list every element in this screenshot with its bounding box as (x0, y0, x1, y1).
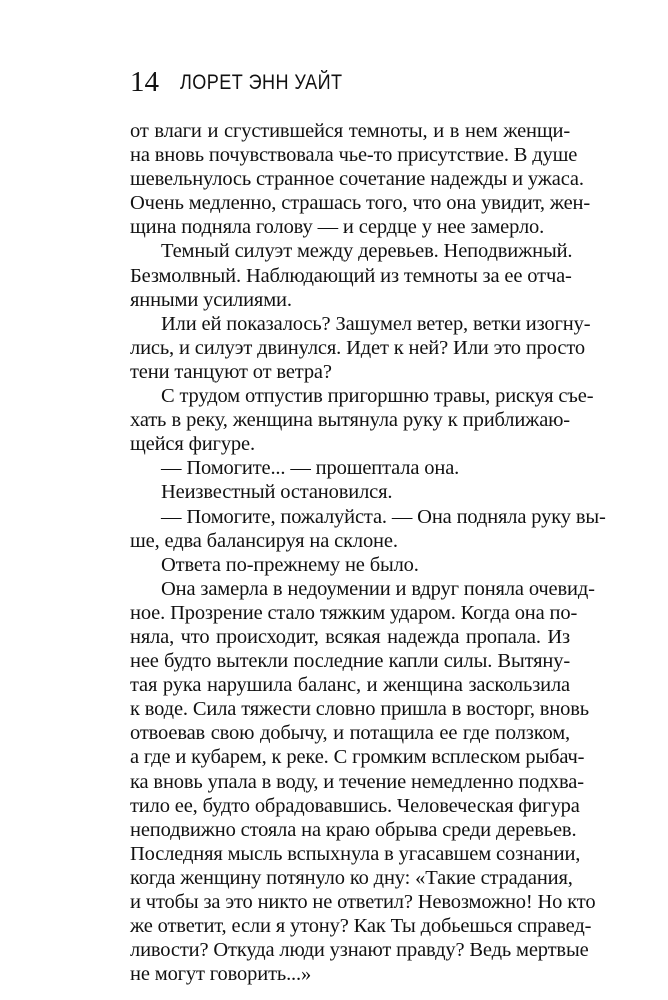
text-line: же ответит, если я утону? Как Ты добьешься справед- (130, 915, 592, 938)
text-line: тая рука нарушила баланс, и женщина заскользила (130, 674, 570, 697)
text-line: от влаги и сгустившейся темноты, и в нем женщи- (130, 120, 570, 142)
page-number: 14 (130, 66, 159, 98)
text-line: няла, что происходит, всякая надежда пропала. Из (130, 625, 570, 648)
text-line: Темный силуэт между деревьев. Неподвижный. (161, 240, 573, 263)
text-line: Она замерла в недоумении и вдруг поняла очевид- (161, 577, 595, 600)
text-line: и чтобы за это никто не ответил? Невозможно! Но кто (130, 891, 596, 913)
text-line: Ответа по-прежнему не было. (161, 553, 419, 576)
text-line: на вновь почувствовала чье-то присутствие. В душе (130, 144, 578, 167)
text-line: Безмолвный. Наблюдающий из темноты за ее отча- (130, 264, 572, 287)
text-line: неподвижно стояла на краю обрыва среди деревьев. (130, 818, 577, 841)
text-line: Последняя мысль вспыхнула в угасавшем сознании, (130, 842, 581, 865)
text-line: отвоевав свою добычу, и потащила ее где ползком, (130, 722, 570, 745)
text-line: щина подняла голову — и сердце у нее замерло. (130, 216, 545, 239)
text-line: Или ей показалось? Зашумел ветер, ветки изогну- (161, 312, 591, 335)
text-line: — Помогите, пожалуйста. — Она подняла руку вы- (161, 505, 606, 528)
text-line: янными усилиями. (130, 288, 292, 311)
text-line: лись, и силуэт двинулся. Идет к ней? Или это просто (130, 336, 585, 359)
text-line: Неизвестный остановился. (161, 481, 393, 504)
text-line: ка вновь упала в воду, и течение немедленно подхва- (130, 770, 584, 793)
page-header (130, 62, 570, 106)
body-text (130, 119, 606, 986)
text-line: С трудом отпустив пригоршню травы, рискуя съе- (161, 385, 594, 408)
text-line: когда женщину потянуло ко дну: «Такие страдания, (130, 866, 573, 889)
text-line: ливости? Откуда люди узнают правду? Ведь мертвые (130, 939, 589, 962)
text-line: хать в реку, женщина вытянула руку к приближаю- (130, 409, 570, 432)
text-line: — Помогите... — прошептала она. (161, 457, 460, 480)
text-line: а где и кубарем, к реке. С громким всплеском рыбач- (130, 746, 585, 769)
text-line: тени танцуют от ветра? (130, 360, 332, 383)
text-line: ше, едва балансируя на склоне. (130, 529, 398, 552)
text-line: Очень медленно, страшась того, что она увидит, жен- (130, 192, 591, 215)
text-line: щейся фигуре. (130, 433, 255, 456)
text-line: к воде. Сила тяжести словно пришла в восторг, вновь (130, 698, 589, 721)
text-line: не могут говорить...» (130, 963, 312, 986)
text-line: нее будто вытекли последние капли силы. Вытяну- (130, 650, 570, 673)
text-line: ное. Прозрение стало тяжким ударом. Когда она по- (130, 601, 578, 624)
text-line: тило ее, будто обрадовавшись. Человеческая фигура (130, 794, 580, 817)
running-title: ЛОРЕТ ЭНН УАЙТ (180, 71, 343, 94)
text-line: шевельнулось странное сочетание надежды и ужаса. (130, 168, 584, 191)
